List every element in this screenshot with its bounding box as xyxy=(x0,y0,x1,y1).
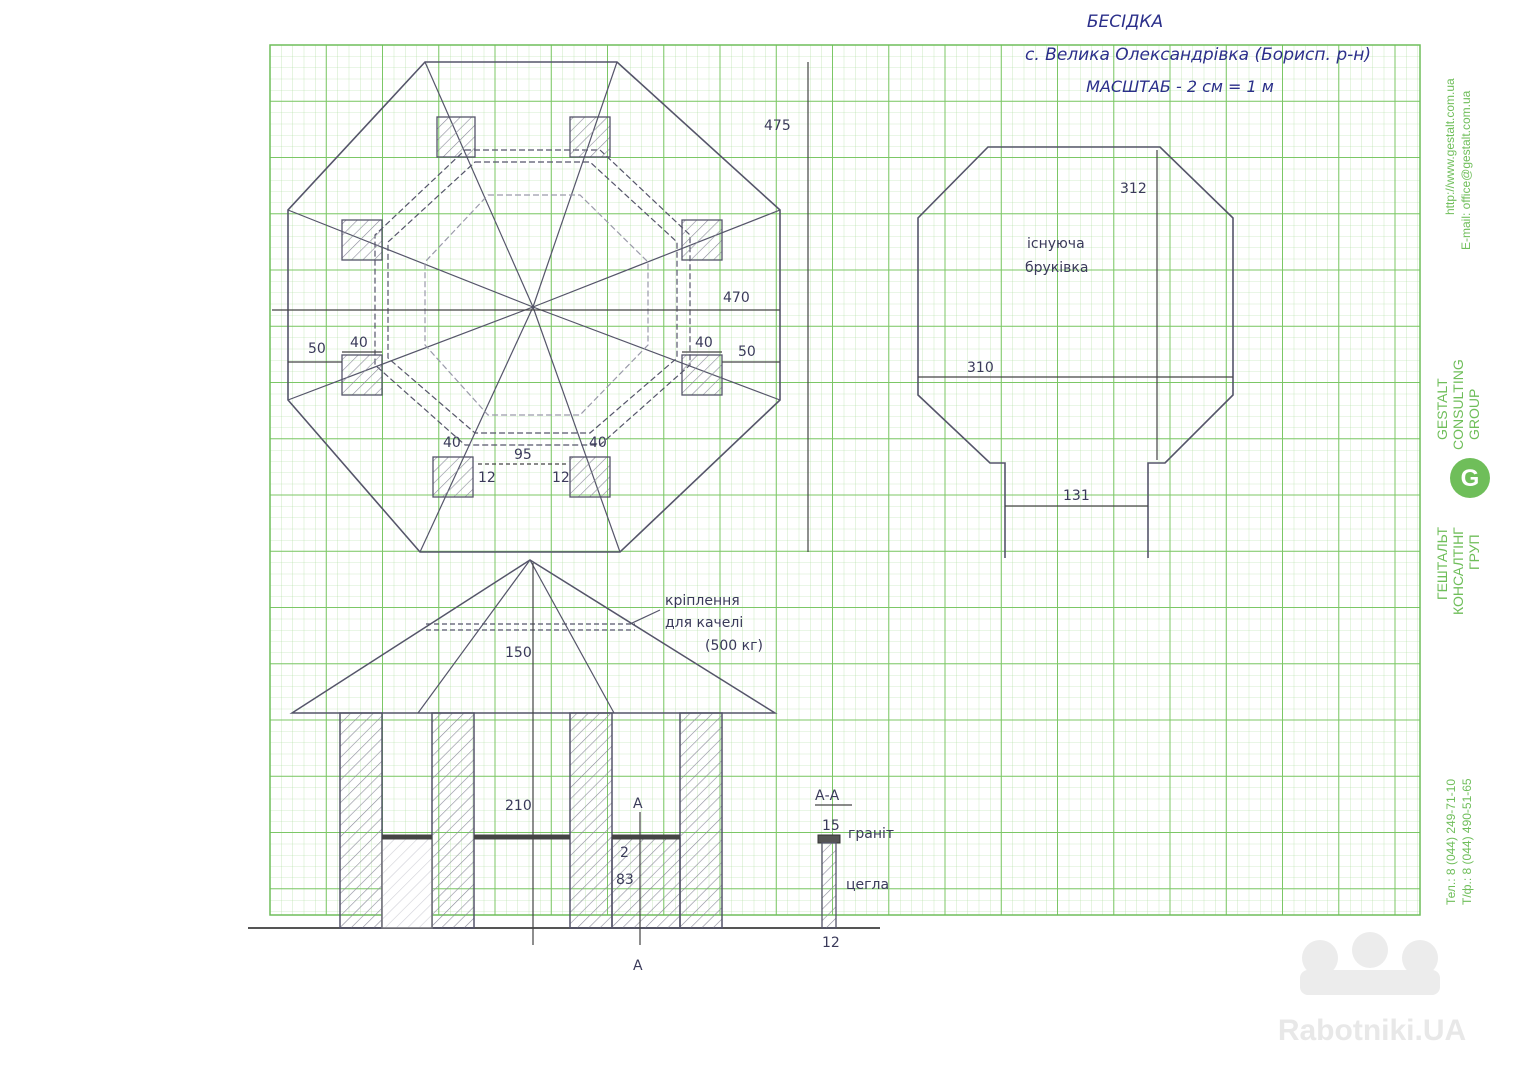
swing-note-1: кріплення xyxy=(665,593,740,609)
brand-ua-2: КОНСАЛТІНГ xyxy=(1450,527,1466,615)
brand-en-3: GROUP xyxy=(1466,388,1482,440)
dim-left-50: 50 xyxy=(308,341,326,357)
dim-left-40: 40 xyxy=(350,335,368,351)
title-line2: с. Велика Олександрівка (Борисп. р-н) xyxy=(1025,45,1371,65)
section-title: А-А xyxy=(815,788,840,804)
dim-2: 2 xyxy=(620,845,629,861)
dim-83: 83 xyxy=(616,872,634,888)
brand-phone-1: Тел.: 8 (044) 249-71-10 xyxy=(1444,779,1458,905)
brand-en-2: CONSULTING xyxy=(1450,359,1466,450)
title-line1: БЕСІДКА xyxy=(1086,12,1164,32)
brand-ua-3: ГРУП xyxy=(1466,534,1482,570)
brand-phone-2: Т/ф.: 8 (044) 490-51-65 xyxy=(1460,778,1474,905)
paving-dim-131: 131 xyxy=(1063,488,1090,504)
paving-dim-312: 312 xyxy=(1120,181,1147,197)
dim-470: 470 xyxy=(723,290,750,306)
section-brick: цегла xyxy=(846,877,890,893)
paving-label-2: бруківка xyxy=(1025,260,1089,276)
section-granite: граніт xyxy=(848,826,895,842)
dim-95: 95 xyxy=(514,447,532,463)
dim-right-40: 40 xyxy=(695,335,713,351)
brand-strip xyxy=(1434,78,1490,905)
dim-210: 210 xyxy=(505,798,532,814)
brand-url: http://www.gestalt.com.ua xyxy=(1443,78,1457,215)
dim-bottom-right-12: 12 xyxy=(552,470,570,486)
dim-right-50: 50 xyxy=(738,344,756,360)
dim-150: 150 xyxy=(505,645,532,661)
brand-email: E-mail: office@gestalt.com.ua xyxy=(1459,90,1473,250)
brand-ua-1: ГЕШТАЛЬТ xyxy=(1434,526,1450,600)
cut-mark-top: А xyxy=(633,796,643,812)
title-line3: МАСШТАБ - 2 см = 1 м xyxy=(1086,77,1274,96)
dim-bottom-left-12: 12 xyxy=(478,470,496,486)
section-dim-12: 12 xyxy=(822,935,840,951)
dim-bottom-right-40: 40 xyxy=(589,435,607,451)
watermark-text: Rabotniki.UA xyxy=(1277,1014,1467,1047)
section-dim-15: 15 xyxy=(822,818,840,834)
dim-bottom-left-40: 40 xyxy=(443,435,461,451)
brand-en-1: GESTALT xyxy=(1434,378,1450,440)
paving-label-1: існуюча xyxy=(1027,236,1085,252)
watermark xyxy=(1278,932,1466,1047)
swing-note-2: для качелі xyxy=(665,615,744,631)
brand-logo-letter: G xyxy=(1460,465,1480,492)
swing-note-3: (500 кг) xyxy=(705,638,763,654)
cut-mark-bottom: А xyxy=(633,958,643,974)
paving-dim-310: 310 xyxy=(967,360,994,376)
dim-475: 475 xyxy=(764,118,791,134)
